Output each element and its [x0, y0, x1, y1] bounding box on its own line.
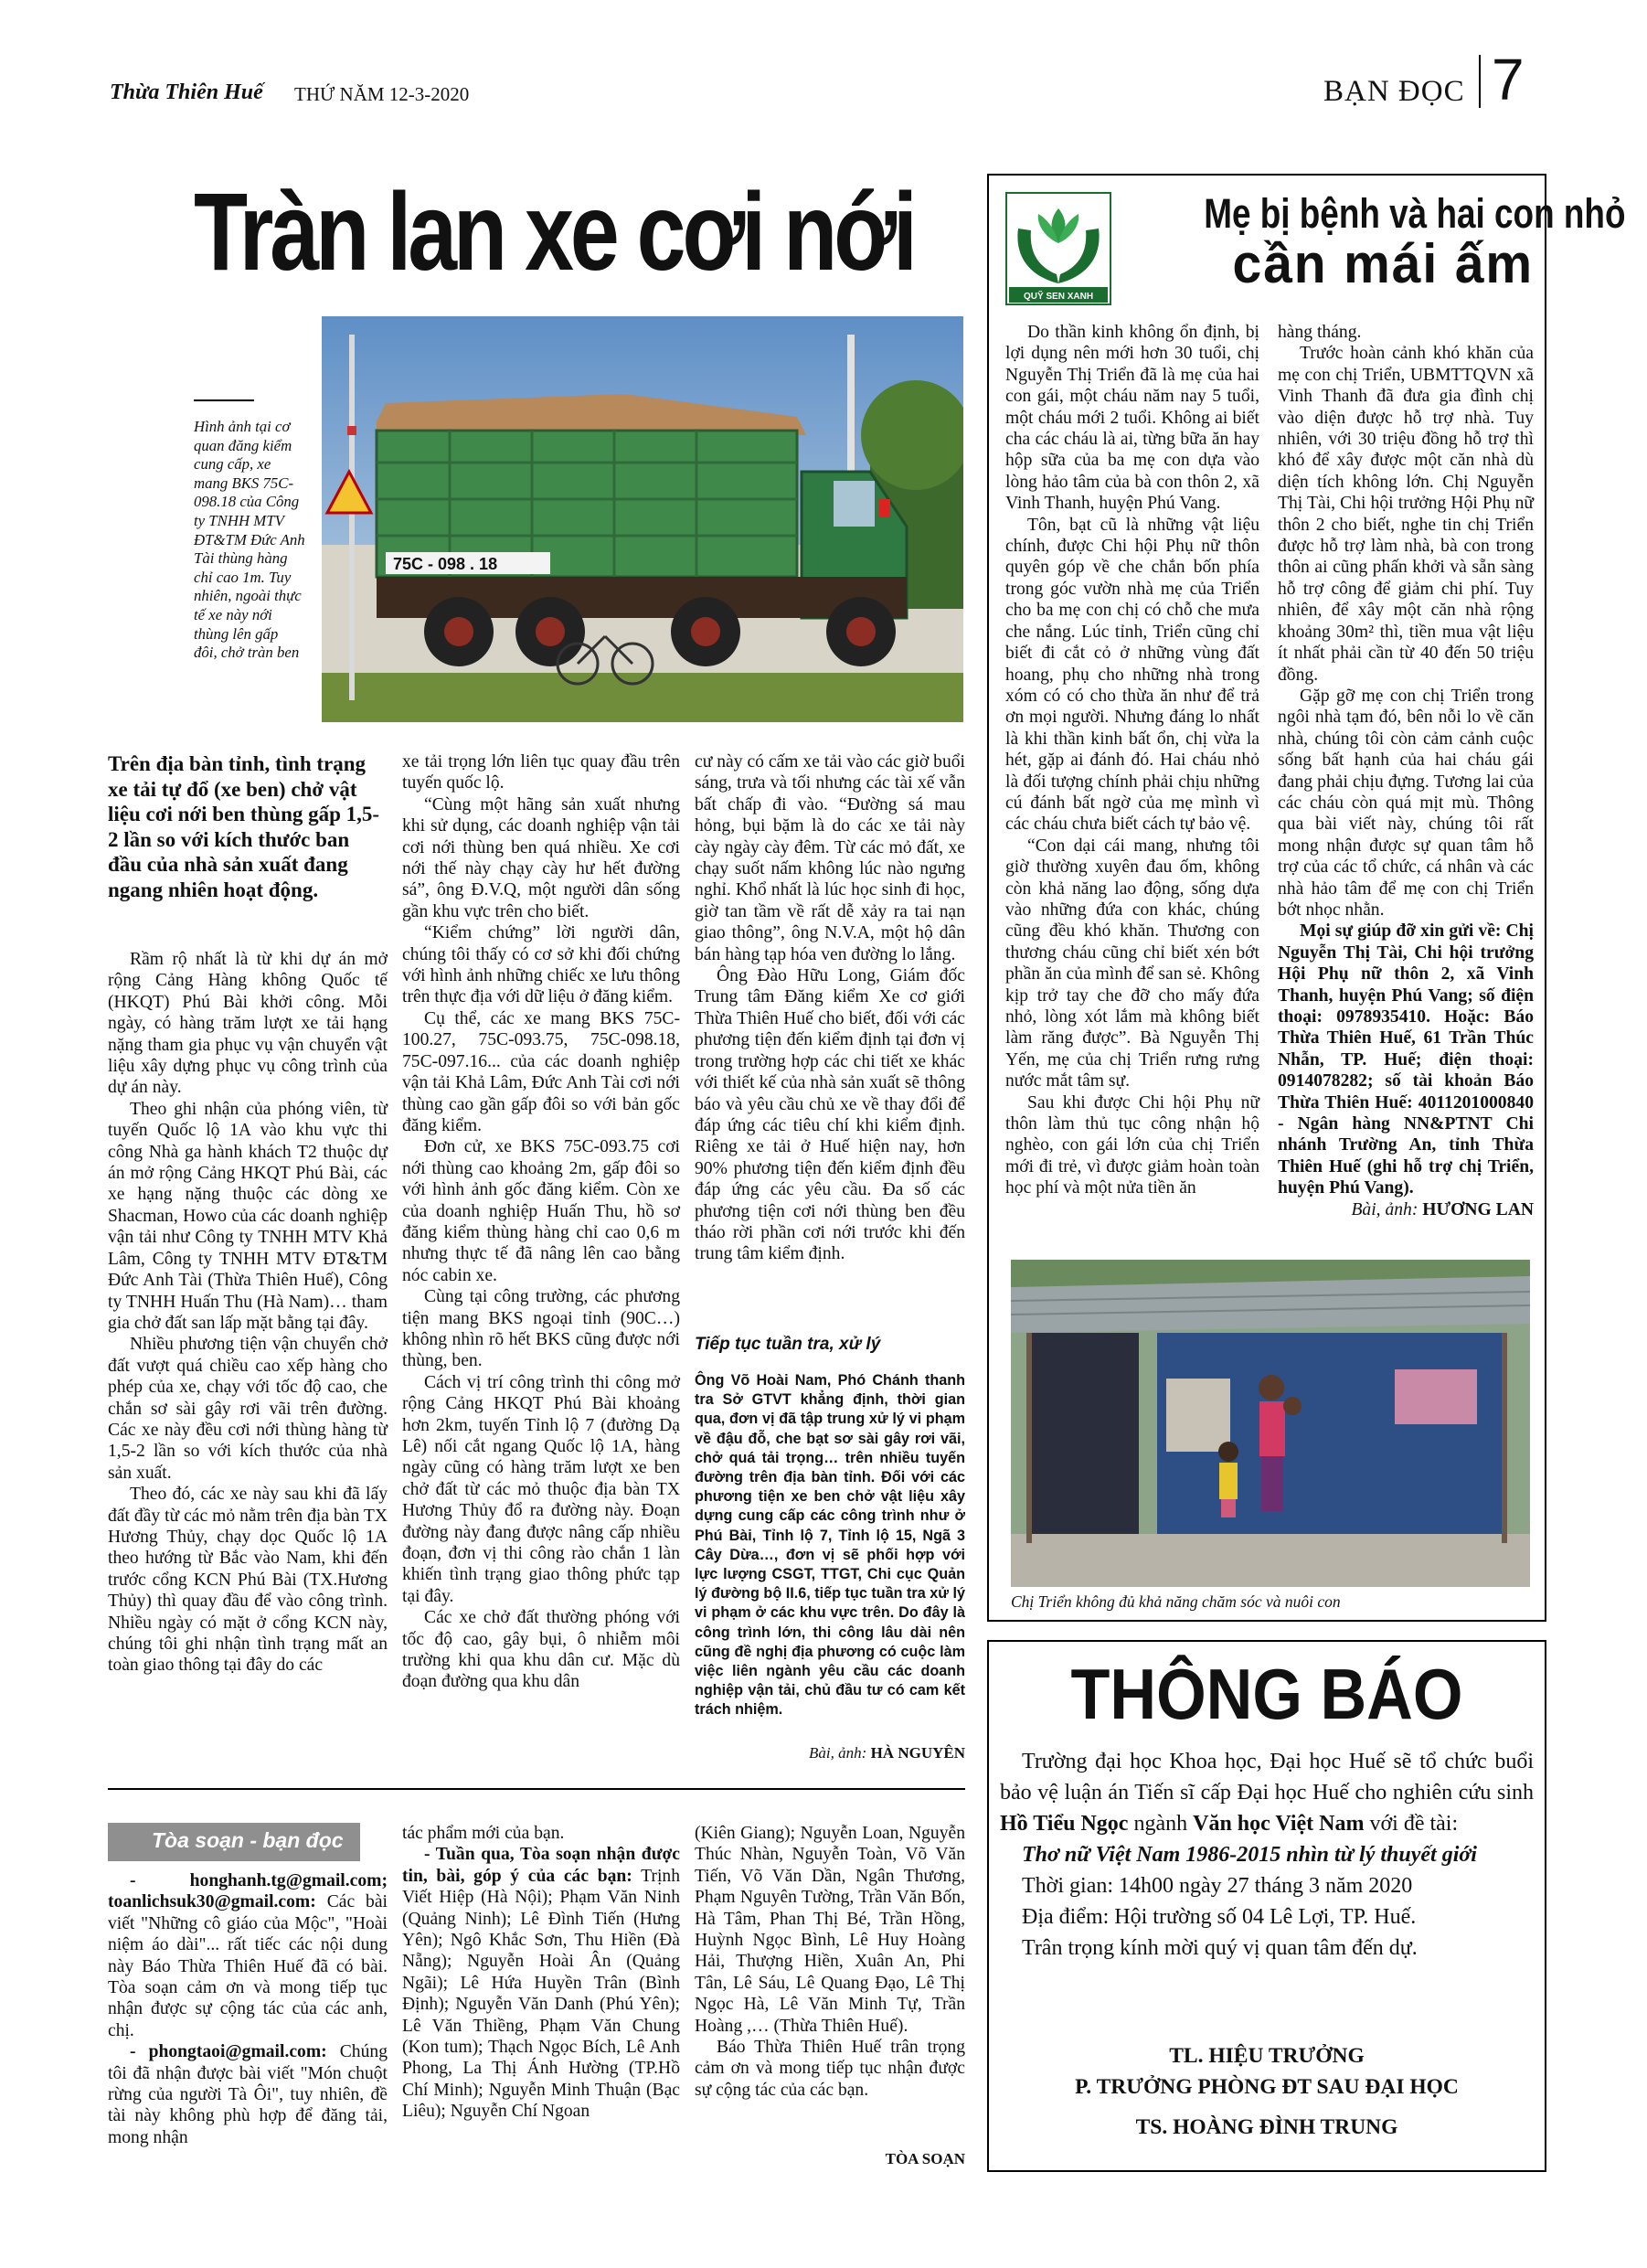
section-rule: [108, 1788, 965, 1790]
article-column-2: [402, 751, 680, 1693]
candidate-name: Hồ Tiểu Ngọc: [1000, 1812, 1129, 1836]
paragraph: tác phẩm mới của bạn.: [402, 1824, 565, 1843]
caption-rule: [194, 399, 254, 401]
byline-label: Bài, ảnh:: [809, 1744, 867, 1762]
sender-email: - phongtaoi@gmail.com:: [130, 2042, 327, 2062]
paragraph: Trước hoàn cảnh khó khăn của mẹ con chị Triển, UBMTTQVN xã Vinh Thanh đã đưa gia đình chị vào diện được hỗ trợ nhà. Tuy nhiên, với 30 triệu đồng hỗ trợ thì khó để xây được một căn nhà dù diện tích không lớn. Chị Nguyễn Thị Tài, Chi hội trưởng Hội Phụ nữ thôn 2 cho biết, nghe tin chị Triển được hỗ trợ làm nhà, bà con trong thôn ai cũng phấn khởi và sẵn sàng hỗ trợ công để giảm chi phí. Tuy nhiên, để xây một căn nhà rộng khoảng 30m² thì, tiền mua vật liệu ít nhất phải cần từ 40 đến 50 triệu đồng.: [1278, 344, 1534, 685]
paragraph: Gặp gỡ mẹ con chị Triển trong ngôi nhà tạm đó, bên nỗi lo về căn nhà, chúng tôi còn cảm cảnh cuộc sống bất hạnh của hai cháu gái đang phải chịu đựng. Tương lai của các cháu còn quá mịt mù. Thông qua bài viết này, chúng tôi rất mong nhận được sự quan tâm hỗ trợ của các tổ chức, cá nhân và các nhà hảo tâm để mẹ con chị Triển bớt nhọc nhằn.: [1278, 686, 1534, 920]
contributors-heading: - Tuần qua, Tòa soạn nhận được tin, bài, góp ý của các bạn:: [402, 1845, 680, 1886]
sender-email: - honghanh.tg@gmail.com; toanlichsuk30@gmail.com:: [108, 1871, 388, 1912]
charity-byline: [1278, 1199, 1534, 1220]
article-column-1: [108, 949, 388, 1677]
family-photo-caption: Chị Triển không đủ khả năng chăm sóc và nuôi con: [1011, 1592, 1341, 1611]
notice-title: THÔNG BÁO: [1070, 1654, 1463, 1734]
notice-intro-part: với đề tài:: [1364, 1812, 1459, 1836]
mailbox-column-1: [108, 1870, 388, 2148]
major-name: Văn học Việt Nam: [1193, 1812, 1365, 1836]
notice-body: [1000, 1746, 1534, 1964]
lotus-hands-icon: [1005, 192, 1111, 305]
shack-illustration: [1011, 1260, 1530, 1587]
paragraph: Các xe chở đất thường phóng với tốc độ cao, gây bụi, ô nhiễm môi trường khi qua khu dân cư. Mặc dù đoạn đường qua khu dân: [402, 1608, 680, 1692]
header-divider: [1479, 55, 1481, 108]
logo-text: QUỸ SEN XANH: [1023, 292, 1094, 302]
charity-column-1: [1005, 322, 1259, 1199]
paragraph: hàng tháng.: [1278, 323, 1362, 342]
mailbox-entry: [108, 2041, 388, 2148]
mailbox-column-3: [695, 1823, 965, 2101]
paragraph: Sau khi được Chi hội Phụ nữ thôn làm thủ tục công nhận hộ nghèo, con gái lớn của chị Triển mới đi trẻ, vì được giảm hoàn toàn học phí và một nửa tiền ăn: [1005, 1092, 1259, 1198]
paragraph: Cách vị trí công trình thi công mở rộng Cảng HKQT Phú Bài khoảng hơn 2km, tuyến Tỉnh lộ 7 (đường Dạ Lê) nối cắt ngang Quốc lộ 1A, hàng ngày cũng có hàng trăm lượt xe ben chở đất từ các mỏ thuộc địa bàn TX Hương Thủy đổ ra đường này. Đoạn đường này đang được nâng cấp nhiều đoạn, đơn vị thi công rào chắn 1 làn khiến tình trạng giao thông phức tạp tại đây.: [402, 1372, 680, 1606]
charity-column-2: [1278, 322, 1534, 1220]
signature-line-1: TL. HIỆU TRƯỞNG: [1169, 2044, 1365, 2068]
signature-name: TS. HOÀNG ĐÌNH TRUNG: [1135, 2115, 1398, 2139]
paragraph: Do thần kinh không ổn định, bị lợi dụng nên mới hơn 30 tuổi, chị Nguyễn Thị Triển đã là mẹ của hai con gái, một cháu năm nay 5 tuổi, một cháu mới 2 tuổi. Không ai biết cha các cháu là ai, từng bữa ăn hay hộp sữa của ba mẹ con dựa vào lòng hảo tâm của bà con thôn 2, xã Vinh Thanh, huyện Phú Vang.: [1005, 323, 1259, 514]
invitation-text: Trân trọng kính mời quý vị quan tâm đến dự.: [1022, 1936, 1418, 1960]
paragraph: Theo đó, các xe này sau khi đã lấy đất đầy từ các mỏ nằm trên địa bàn TX Hương Thủy, chạy dọc Quốc lộ 1A theo hướng từ Bắc vào Nam, khi đến trước cổng KCN Phú Bài (TX.Hương Thủy) thì quay đầu để vào công trình. Nhiều ngày có mặt ở cổng KCN này, chúng tôi ghi nhận tình trạng mất an toàn giao thông tại đây do các: [108, 1485, 388, 1676]
mailbox-entry: [108, 1870, 388, 2041]
article-byline: [695, 1744, 965, 1762]
byline-label: Bài, ảnh:: [1351, 1199, 1419, 1219]
quy-sen-xanh-logo: [1005, 192, 1111, 305]
paragraph: “Cùng một hãng sản xuất nhưng khi sử dụng, các doanh nghiệp vận tải cơi nới thùng ben quá nhiều. Xe cơi nới thế này chạy cày hư hết đường sá”, ông Đ.V.Q, một người dân sống gần khu vực trên cho biết.: [402, 794, 680, 921]
byline-author: HÀ NGUYÊN: [870, 1744, 965, 1762]
reply-text: Chúng tôi đã nhận được bài viết "Món chuột rừng của người Tà Ôi", tuy nhiên, đề tài này không phù hợp để đăng tải, mong nhận: [108, 2042, 388, 2147]
article-subheading: Tiếp tục tuần tra, xử lý: [695, 1335, 881, 1354]
defense-place: Địa điểm: Hội trường số 04 Lê Lợi, TP. Huế.: [1022, 1905, 1417, 1929]
paragraph: “Kiểm chứng” lời người dân, chúng tôi thấy có cơ sở khi đối chứng với hình ảnh những chiếc xe lưu thông trên thực địa với dữ liệu ở đăng kiểm.: [402, 923, 680, 1007]
truck-plate-text: 75C - 098 . 18: [393, 555, 498, 573]
truck-photo: [322, 316, 963, 722]
paragraph: (Kiên Giang); Nguyễn Loan, Nguyễn Thúc Nhàn, Nguyễn Toàn, Võ Văn Tiến, Võ Văn Dần, Ngân Thương, Phạm Nguyên Tường, Trần Văn Bốn, Hà Tâm, Phan Thị Bé, Trần Hồng, Huỳnh Ngọc Bình, Lê Huy Hoàng Hải, Thượng Hiền, Xuân An, Phi Tân, Lê Sáu, Lê Quang Đạo, Lê Thị Ngọc Hà, Lê Văn Minh Tự, Trần Hoàng ,… (Thừa Thiên Huế).: [695, 1824, 965, 2036]
signature-line-2: P. TRƯỞNG PHÒNG ĐT SAU ĐẠI HỌC: [1075, 2075, 1459, 2099]
truck-illustration: [322, 316, 963, 722]
paragraph: Cụ thể, các xe mang BKS 75C-100.27, 75C-093.75, 75C-098.18, 75C-097.16... của các doanh nghiệp vận tải Khả Lâm, Đức Anh Tài cơi nới thùng cao gần gấp đôi so với bản gốc đăng kiểm.: [402, 1008, 680, 1135]
byline-author: HƯƠNG LAN: [1422, 1199, 1534, 1219]
article-column-3: [695, 751, 965, 1265]
paragraph: Rầm rộ nhất là từ khi dự án mở rộng Cảng Hàng không Quốc tế (HKQT) Phú Bài khởi công. Mỗi ngày, có hàng trăm lượt xe tải hạng nặng tham gia phục vụ vận chuyển vật liệu xây dựng phục vụ công trình của dự án này.: [108, 950, 388, 1098]
paragraph: Theo ghi nhận của phóng viên, từ tuyến Quốc lộ 1A vào khu vực thi công Nhà ga hành khách T2 thuộc dự án mở rộng Cảng HKQT Phú Bài, các xe hạng nặng thuộc các dòng xe Shacman, Howo của các doanh nghiệp vận tải như Công ty TNHH MTV Khả Lâm, Công ty TNHH MTV ĐT&TM Đức Anh Tài (Thừa Thiên Huế), Công ty TNHH Huấn Thu (Hà Nam)… tham gia chở đất san lấp mặt bằng tại đây.: [108, 1099, 388, 1333]
charity-title: [1132, 190, 1626, 295]
paragraph: Cùng tại công trường, các phương tiện mang BKS ngoại tỉnh (90C…) không nhìn rõ hết BKS cũng được nới thùng, ben.: [402, 1287, 680, 1371]
article-bold-paragraph: Ông Võ Hoài Nam, Phó Chánh thanh tra Sở GTVT khẳng định, thời gian qua, đơn vị đã tập trung xử lý vi phạm về đậu đỗ, che bạt sơ sài gây rơi vãi, chở quá tải trọng… trên nhiều tuyến đường trên địa bàn tỉnh. Đối với các phương tiện xe ben chở vật liệu xây dựng cung cấp các công trình như ở Phú Bài, Tỉnh lộ 7, Tỉnh lộ 15, Ngã 3 Cây Dừa…, đơn vị sẽ phối hợp với lực lượng CSGT, TTGT, Chi cục Quản lý đường bộ II.6, tiếp tục tuần tra xử lý vi phạm ở các khu vực trên. Do đây là công trình lớn, thi công lâu dài nên cũng đề nghị địa phương có cuộc làm việc liên ngành yêu cầu các doanh nghiệp vận tải, chủ đầu tư có cam kết trách nhiệm.: [695, 1372, 965, 1719]
mailbox-byline: TÒA SOẠN: [885, 2150, 965, 2167]
article-headline: Tràn lan xe cơi nới: [194, 169, 914, 293]
notice-intro: [1000, 1746, 1534, 1839]
mailbox-column-2: [402, 1823, 680, 2123]
notice-intro-part: ngành: [1128, 1812, 1194, 1836]
contributors-list: [402, 1844, 680, 2122]
mailbox-label: Tòa soạn - bạn đọc: [108, 1823, 360, 1861]
contributors-names: Trịnh Viết Hiệp (Hà Nội); Phạm Văn Ninh (Quảng Ninh); Lê Đình Tiến (Hưng Yên); Ngô Khắc Sơn, Thu Hiền (Đà Nẵng); Nguyễn Hoài Ân (Quảng Ngãi); Lê Hứa Huyền Trân (Bình Định); Nguyễn Văn Danh (Phú Yên); Lê Văn Thiềng, Phạm Văn Chung (Kon tum); Thạch Ngọc Bích, Lê Anh Phong, La Thị Ánh Hường (TP.Hồ Chí Minh); Nguyễn Minh Thuận (Bạc Liêu); Nguyễn Chí Ngoan: [402, 1866, 680, 2122]
issue-date: THỨ NĂM 12-3-2020: [294, 83, 470, 105]
family-photo: [1011, 1260, 1530, 1587]
section-name: BẠN ĐỌC: [1323, 75, 1465, 108]
newspaper-name: Thừa Thiên Huế: [110, 80, 263, 104]
paragraph: “Con dại cái mang, nhưng tôi giờ thường xuyên đau ốm, không còn khả năng lao động, sống dựa vào những đứa con khác, chúng cũng đều khó khăn. Thương con thương cháu cũng chỉ biết xén bớt phần ăn của mình để san sẻ. Không kịp trở tay che đỡ cho mấy đứa nhỏ, lòng xót lắm mà không biết làm răng được”. Bà Nguyễn Thị Yến, mẹ của chị Triển rưng rưng nước mắt tâm sự.: [1005, 836, 1259, 1091]
truck-photo-caption: Hình ảnh tại cơ quan đăng kiểm cung cấp, xe mang BKS 75C-098.18 của Công ty TNHH MTV ĐT&TM Đức Anh Tài thùng hàng chỉ cao 1m. Tuy nhiên, ngoài thực tế xe này nới thùng lên gấp đôi, chở tràn ben: [194, 418, 305, 662]
notice-signature: [1000, 2040, 1534, 2143]
charity-title-line-2: cần mái ấm: [1232, 233, 1534, 294]
donation-info: Mọi sự giúp đỡ xin gửi về: Chị Nguyễn Thị Tài, Chi hội trưởng Hội Phụ nữ thôn 2, xã Vinh Thanh, huyện Phú Vang; số điện thoại: 0978935410. Hoặc: Báo Thừa Thiên Huế, 61 Trần Thúc Nhẫn, TP. Huế; điện thoại: 0914078282; số tài khoản Báo Thừa Thiên Huế: 4011201000840 - Ngân hàng NN&PTNT Chi nhánh Trường An, tỉnh Thừa Thiên Huế (ghi hỗ trợ chị Triển, huyện Phú Vang).: [1278, 921, 1534, 1198]
defense-time: Thời gian: 14h00 ngày 27 tháng 3 năm 2020: [1022, 1874, 1413, 1898]
notice-intro-part: Trường đại học Khoa học, Đại học Huế sẽ tổ chức buổi bảo vệ luận án Tiến sĩ cấp Đại học Huế cho nghiên cứu sinh: [1000, 1750, 1534, 1805]
thesis-title: Thơ nữ Việt Nam 1986-2015 nhìn từ lý thuyết giới: [1022, 1843, 1477, 1867]
paragraph: Ông Đào Hữu Long, Giám đốc Trung tâm Đăng kiểm Xe cơ giới Thừa Thiên Huế cho biết, đối với các phương tiện đến kiểm định tại đơn vị trong trường hợp các chi tiết xe khác với thiết kế của nhà sản xuất sẽ thông báo và yêu cầu chủ xe về thay đổi để đáp ứng các tiêu chí khi kiểm định. Riêng xe tải ở Huế hiện nay, hơn 90% phương tiện đến kiểm định đều đáp ứng các yêu cầu. Đa số các phương tiện cơi nới thùng ben đều tháo rời phần cơi nới trước khi đến trung tâm kiểm định.: [695, 966, 965, 1264]
reply-text: Các bài viết "Những cô giáo của Mộc", "Hoài niệm áo dài"... rất tiếc các nội dung này Báo Thừa Thiên Huế đã có bài. Tòa soạn cảm ơn và mong tiếp tục nhận được sự cộng tác của các anh, chị.: [108, 1892, 388, 2040]
paragraph: xe tải trọng lớn liên tục quay đầu trên tuyến quốc lộ.: [402, 752, 680, 793]
charity-title-line-1: Mẹ bị bệnh và hai con nhỏ: [1204, 190, 1626, 237]
page-number: 7: [1492, 47, 1525, 112]
paragraph: Nhiều phương tiện vận chuyển chở đất vượt quá chiều cao xếp hàng cho phép của xe, chạy với tốc độ cao, che chắn sơ sài gây rơi vãi trên đường. Các xe này đều cơi nới thùng hàng từ 1,5-2 lần so với kích thước của nhà sản xuất.: [108, 1335, 388, 1483]
paragraph: cư này có cấm xe tải vào các giờ buổi sáng, trưa và tối nhưng các tài xế vẫn bất chấp đi vào. “Đường sá mau hỏng, bụi bặm là do các xe tải này cày ngày cày đêm. Từ các mỏ đất, xe chạy suốt nấm không lúc nào ngưng nghỉ. Khổ nhất là lúc học sinh đi học, giờ tan tầm về rất dễ xảy ra tai nạn giao thông”, ông N.V.A, một hộ dân bán hàng tạp hóa ven đường lo lắng.: [695, 752, 965, 964]
paragraph: Báo Thừa Thiên Huế trân trọng cảm ơn và mong tiếp tục nhận được sự cộng tác của các bạn.: [695, 2038, 965, 2100]
paragraph: Đơn cử, xe BKS 75C-093.75 cơi nới thùng cao khoảng 2m, gấp đôi so với hình ảnh gốc đăng kiểm. Còn xe của doanh nghiệp Huấn Thu, hồ sơ đăng kiểm thùng hàng chỉ cao 0,6 m nhưng thực tế đã nâng lên cao bằng nóc cabin xe.: [402, 1137, 680, 1285]
paragraph: Tôn, bạt cũ là những vật liệu chính, được Chi hội Phụ nữ thôn quyên góp về che chắn bốn phía trong góc vườn nhà mẹ của Triển cho ba mẹ con chị có chỗ che mưa che nắng. Lúc tỉnh, Triển cũng chỉ biết đi cắt cỏ ở những vùng đất hoang, phụ cho những nhà trong xóm có có cho thừa ăn như để trả ơn mọi người. Nhưng đáng lo nhất là khi thần kinh bất ổn, chị vừa la hét, gặp ai đánh đó. Hai cháu nhỏ là đối tượng chính phải chịu những cú đánh bất ngờ của mẹ mình vì các cháu chưa biết cách tự bảo vệ.: [1005, 515, 1259, 835]
article-lead: Trên địa bàn tỉnh, tình trạng xe tải tự đổ (xe ben) chở vật liệu cơi nới ben thùng gấp 1,5-2 lần so với kích thước ban đầu của nhà sản xuất đang ngang nhiên hoạt động.: [108, 752, 380, 901]
